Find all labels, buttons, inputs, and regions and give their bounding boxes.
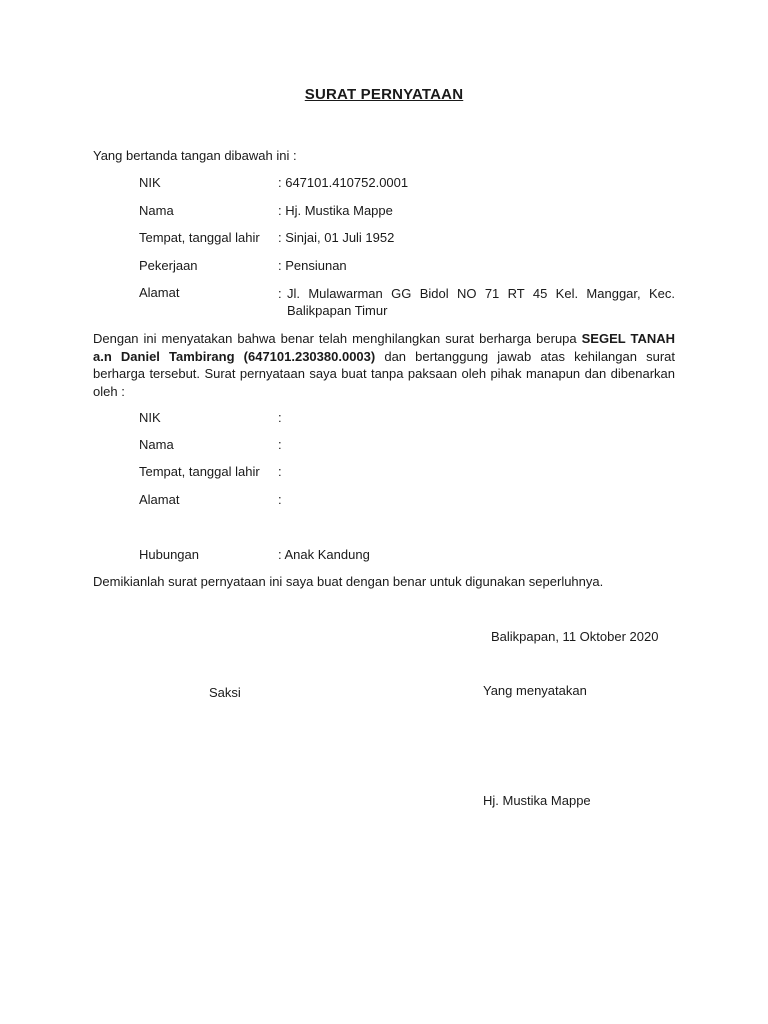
declarant-ttl-label: Tempat, tanggal lahir [139, 230, 260, 245]
declarant-nik-label: NIK [139, 175, 161, 190]
statement-text-2: dan bertanggung jawab atas kehilangan surat berharga tersebut. Surat pernyataan saya buat tanpa paksaan oleh pihak manapun dan dibenarkan oleh : [93, 348, 675, 399]
document-title: SURAT PERNYATAAN [304, 86, 464, 103]
witness-alamat-label: Alamat [139, 492, 180, 507]
declarant-nik-value: : 647101.410752.0001 [278, 175, 409, 190]
declarant-alamat [278, 285, 675, 319]
witness-nama-value: : [278, 437, 282, 452]
witness-signature-label: Saksi [209, 685, 241, 700]
intro-text: Yang bertanda tangan dibawah ini : [93, 148, 297, 163]
declarant-alamat-value: Jl. Mulawarman GG Bidol NO 71 RT 45 Kel. Manggar, Kec. Balikpapan Timur [287, 286, 675, 318]
declarant-ttl-value: : Sinjai, 01 Juli 1952 [278, 230, 395, 245]
witness-ttl-value: : [278, 464, 282, 479]
declarant-nama-label: Nama [139, 203, 174, 218]
declarant-alamat-colon: : [278, 286, 282, 301]
place-date: Balikpapan, 11 Oktober 2020 [491, 629, 659, 644]
witness-nik-value: : [278, 410, 282, 425]
declarant-alamat-label: Alamat [139, 285, 180, 300]
witness-ttl-label: Tempat, tanggal lahir [139, 464, 260, 479]
closing-text: Demikianlah surat pernyataan ini saya buat dengan benar untuk digunakan seperluhnya. [93, 574, 604, 589]
declarant-pekerjaan-value: : Pensiunan [278, 258, 347, 273]
declarant-signature-name: Hj. Mustika Mappe [483, 793, 591, 808]
declarant-pekerjaan-label: Pekerjaan [139, 258, 198, 273]
witness-hubungan-label: Hubungan [139, 547, 199, 562]
statement-bold-item: SEGEL TANAH a.n Daniel Tambirang (647101.230380.0003) [93, 331, 675, 364]
statement-text-1: Dengan ini menyatakan bahwa benar telah menghilangkan surat berharga berupa [93, 331, 582, 346]
statement-paragraph [93, 330, 675, 400]
declarant-nama-value: : Hj. Mustika Mappe [278, 203, 393, 218]
witness-nama-label: Nama [139, 437, 174, 452]
witness-nik-label: NIK [139, 410, 161, 425]
witness-alamat-value: : [278, 492, 282, 507]
witness-hubungan-value: : Anak Kandung [278, 547, 370, 562]
declarant-signature-label: Yang menyatakan [483, 683, 587, 698]
